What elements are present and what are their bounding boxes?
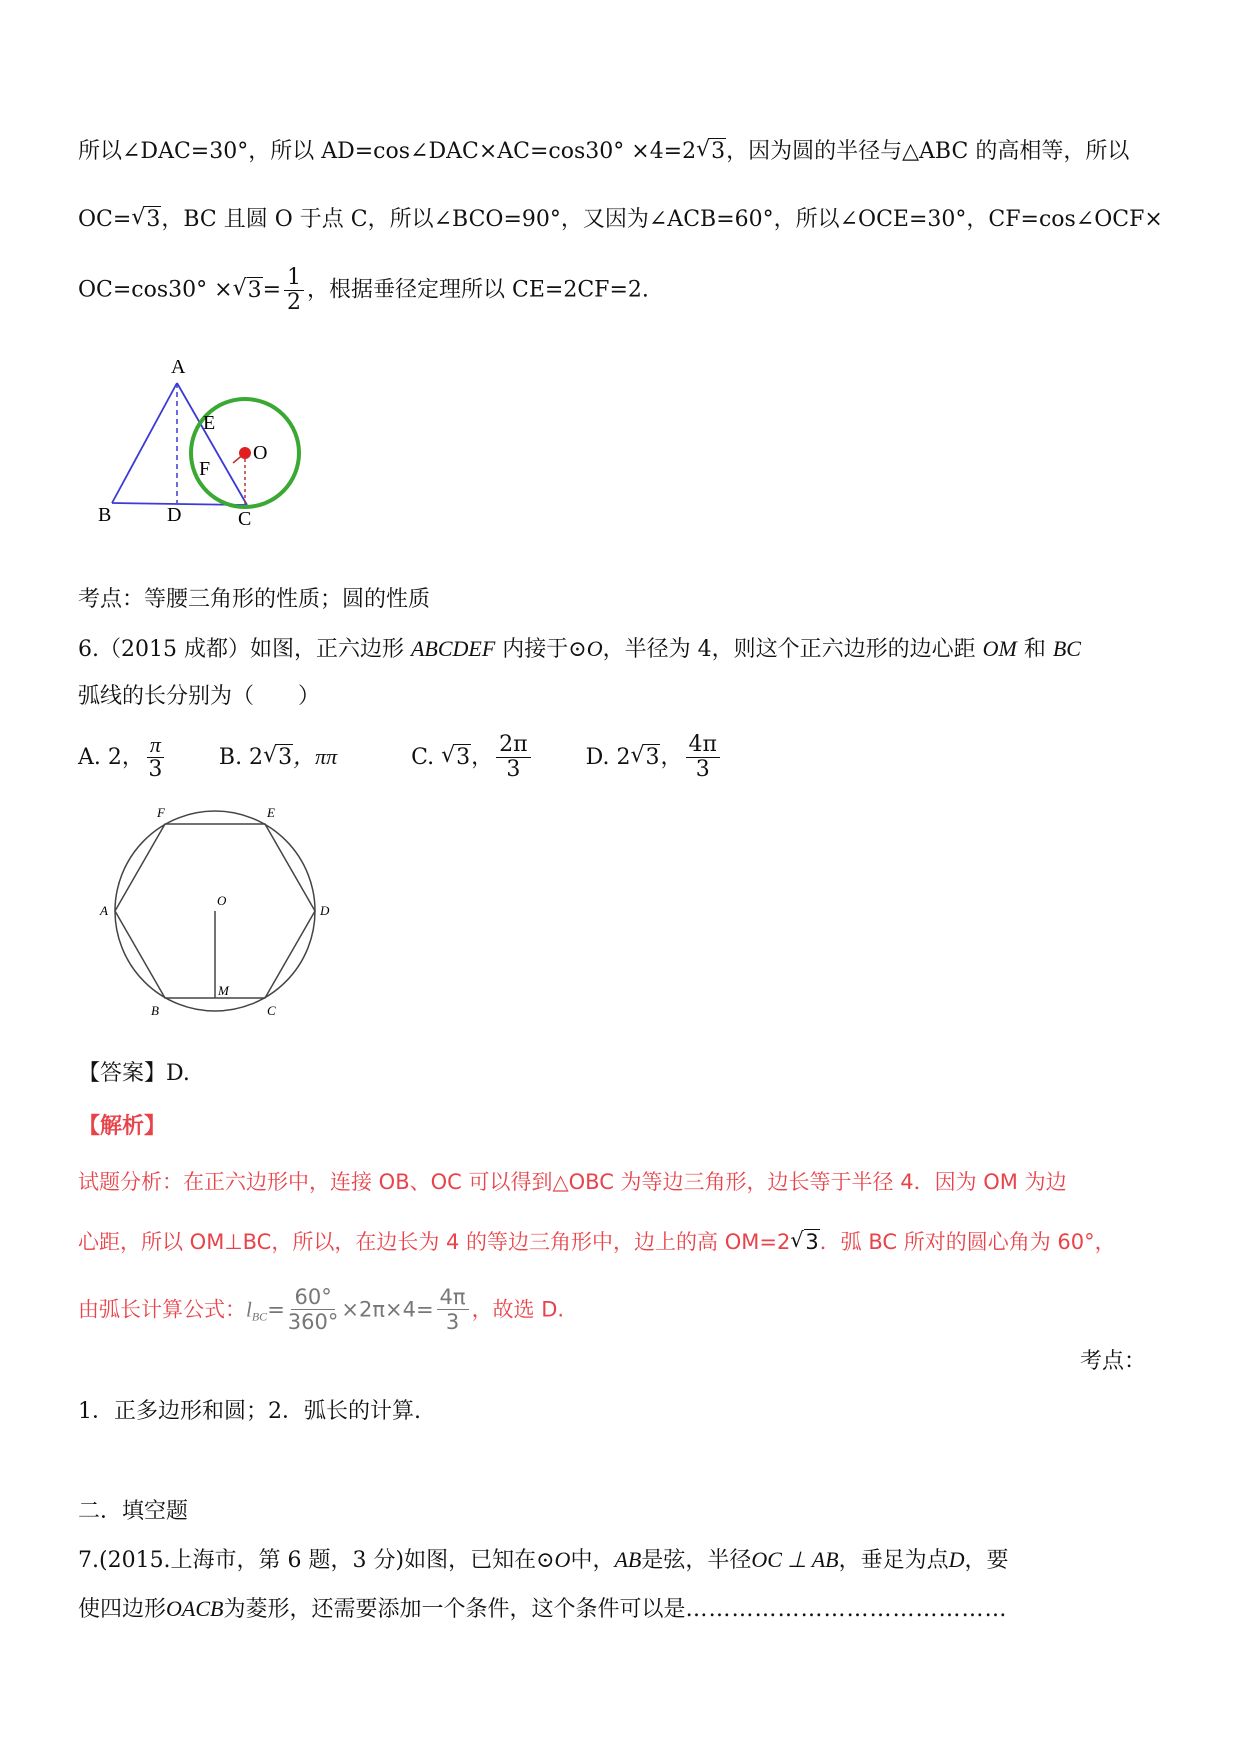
label-b: B (98, 504, 112, 526)
side-ab (112, 383, 177, 503)
label-o: O (253, 442, 268, 464)
hex-label-e: E (267, 805, 275, 820)
analysis-line-3: 由弧长计算公式：$l_{BC}=$ $\frac{60^\circ}{360^\circ}$ ×2π×4= $\frac{4\pi}{3}$ ，故选 D. (78, 1285, 565, 1334)
solution-line-3: OC=cos30° ×√ 3= $\frac{1}{2}$ ，根据垂径定理所以 CE=2CF=2. (78, 266, 649, 315)
option-b[interactable]: B. 2√ 3，ππ (219, 745, 337, 770)
analysis-line-1: 试题分析：在正六边形中，连接 OB、OC 可以得到△OBC 为等边三角形，边长等于半径 4．因为 OM 为边 (78, 1170, 1067, 1194)
hex-label-c: C (267, 1003, 276, 1018)
label-c: C (238, 508, 252, 530)
section-fill-in-blank: 二．填空题 (78, 1499, 189, 1524)
question-7-line-2: 使四边形OACB为菱形，还需要添加一个条件，这个条件可以是…………………………………… (78, 1596, 1008, 1622)
fraction-one-half: $\frac{1}{2}$ (284, 266, 304, 315)
sqrt-3: √ 3 (131, 205, 161, 235)
label-a: A (171, 356, 186, 378)
kaodian-5: 考点：等腰三角形的性质；圆的性质 (78, 587, 431, 612)
hex-label-b: B (151, 1003, 159, 1018)
answer-blank[interactable]: …………………………………… (685, 1597, 1008, 1622)
option-d[interactable]: D. 2√ 3， $\frac{4\pi}{3}$ (586, 745, 723, 770)
analysis-title: 【解析】 (78, 1114, 167, 1139)
label-f: F (199, 458, 211, 480)
figure-hexagon (95, 795, 340, 1025)
solution-line-2: OC=√ 3，BC 且圆 O 于点 C，所以∠BCO=90°，又因为∠ACB=60°，所以∠OCE=30°，CF=cos∠OCF× (78, 205, 1163, 235)
hex-label-o: O (217, 893, 227, 908)
question-6-options (78, 733, 723, 782)
label-d: D (167, 504, 182, 526)
hex-label-f: F (157, 805, 165, 820)
question-7-line-1: 7.(2015.上海市，第 6 题，3 分)如图，已知在⊙O中，AB是弦，半径OC ⊥ AB，垂足为点D，要 (78, 1547, 1009, 1573)
solution-line-1: 所以∠DAC=30°，所以 AD=cos∠DAC×AC=cos30° ×4=2√ 3，因为圆的半径与△ABC 的高相等，所以 (78, 137, 1129, 167)
question-6-line-1: 6.（2015 成都）如图，正六边形 ABCDEF 内接于⊙O，半径为 4，则这个正六边形的边心距 OM 和 BC (78, 636, 1081, 662)
question-6-line-2: 弧线的长分别为（ ） (78, 684, 321, 709)
figure-triangle-circle (95, 345, 325, 535)
kaodian-6-label: 考点： (1080, 1349, 1147, 1374)
hex-label-m: M (218, 983, 229, 998)
option-a[interactable]: A. 2， $\frac{\pi}{3}$ (78, 732, 163, 782)
analysis-line-2: 心距，所以 OM⊥BC，所以，在边长为 4 的等边三角形中，边上的高 OM=2√ 3．弧 BC 所对的圆心角为 60°， (78, 1227, 1116, 1257)
label-e: E (203, 412, 216, 434)
hex-label-d: D (320, 903, 330, 918)
center-point-o (239, 447, 251, 459)
sqrt-3: √ 3 (696, 137, 726, 167)
hex-label-a: A (100, 903, 108, 918)
answer-6: 【答案】D. (78, 1061, 190, 1086)
sqrt-3: √ 3 (233, 276, 263, 306)
option-c[interactable]: C. √ 3， $\frac{2\pi}{3}$ (411, 745, 534, 770)
kaodian-6: 1．正多边形和圆；2．弧长的计算. (78, 1399, 421, 1424)
